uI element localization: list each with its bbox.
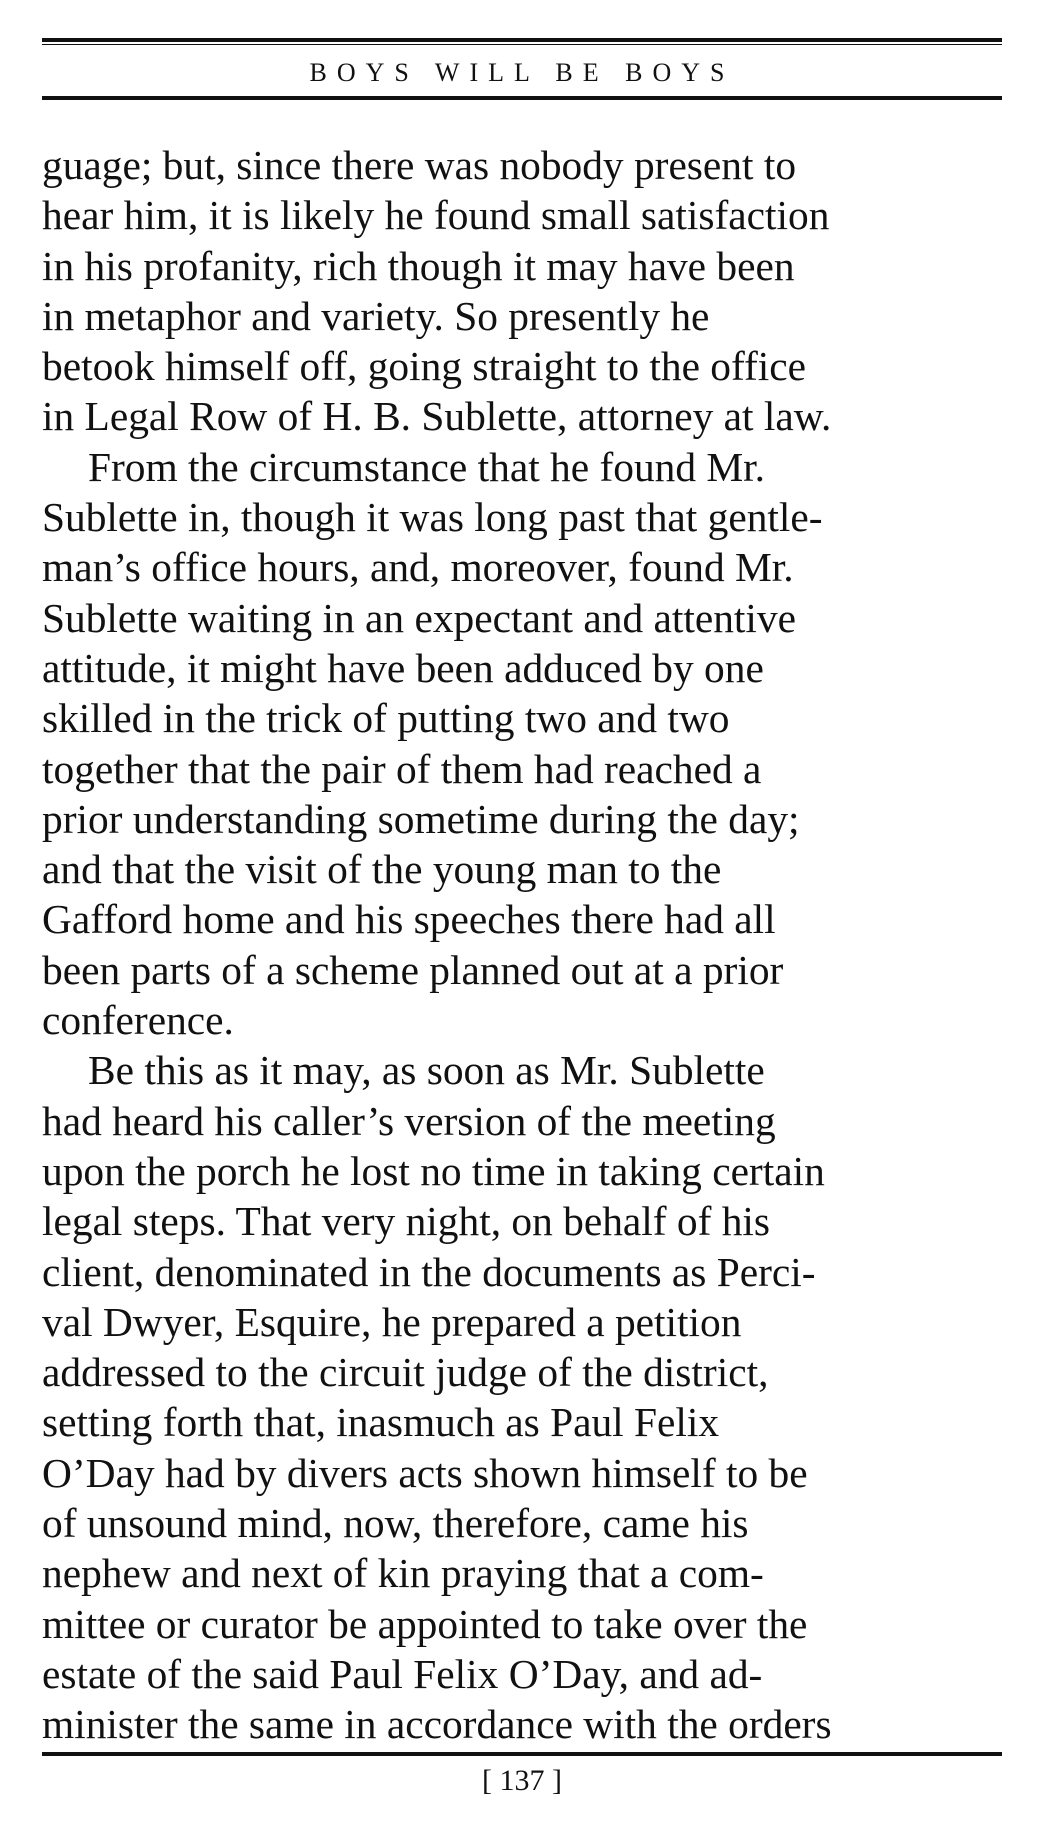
text-line: of unsound mind, now, therefore, came his xyxy=(42,1500,749,1547)
paragraph xyxy=(42,1045,1002,1749)
text-line: prior understanding sometime during the day; xyxy=(42,795,800,842)
text-line: betook himself off, going straight to the office xyxy=(42,343,807,390)
text-line: attitude, it might have been adduced by one xyxy=(42,644,764,691)
text-line: O’Day had by divers acts shown himself to be xyxy=(42,1449,808,1496)
text-line: in metaphor and variety. So presently he xyxy=(42,292,710,339)
text-line: From the circumstance that he found Mr. xyxy=(88,443,766,490)
text-line: had heard his caller’s version of the meeting xyxy=(42,1097,776,1144)
text-line: and that the visit of the young man to the xyxy=(42,846,722,893)
text-line: addressed to the circuit judge of the district, xyxy=(42,1349,769,1396)
header-top-rule-thin xyxy=(42,44,1002,45)
text-line: in his profanity, rich though it may have been xyxy=(42,242,795,289)
text-line: mittee or curator be appointed to take over the xyxy=(42,1600,808,1647)
text-line: client, denominated in the documents as Perci- xyxy=(42,1248,816,1295)
text-line: together that the pair of them had reached a xyxy=(42,745,762,792)
header-bottom-rule xyxy=(42,96,1002,100)
text-line: conference. xyxy=(42,997,234,1044)
text-line: Sublette waiting in an expectant and attentive xyxy=(42,594,796,641)
text-line: in Legal Row of H. B. Sublette, attorney at law. xyxy=(42,393,832,440)
running-head: BOYS WILL BE BOYS xyxy=(309,58,735,87)
text-line: skilled in the trick of putting two and two xyxy=(42,695,730,742)
text-line: Be this as it may, as soon as Mr. Sublette xyxy=(88,1047,765,1094)
body-text xyxy=(42,140,1002,1750)
page-number: [ 137 ] xyxy=(482,1764,562,1797)
text-line: nephew and next of kin praying that a com- xyxy=(42,1550,764,1597)
text-line: legal steps. That very night, on behalf of his xyxy=(42,1198,771,1245)
text-line: been parts of a scheme planned out at a prior xyxy=(42,946,784,993)
footer-rule xyxy=(42,1752,1002,1756)
text-line: guage; but, since there was nobody present to xyxy=(42,142,797,188)
text-line: minister the same in accordance with the orders xyxy=(42,1701,832,1748)
text-line: upon the porch he lost no time in taking certain xyxy=(42,1147,825,1194)
text-line: val Dwyer, Esquire, he prepared a petition xyxy=(42,1298,742,1345)
text-line: Sublette in, though it was long past that gentle- xyxy=(42,494,823,541)
text-line: Gafford home and his speeches there had all xyxy=(42,896,776,943)
text-line: hear him, it is likely he found small satisfaction xyxy=(42,192,830,239)
text-line: man’s office hours, and, moreover, found Mr. xyxy=(42,544,794,591)
paragraph xyxy=(42,140,1002,442)
paragraph xyxy=(42,442,1002,1046)
text-line: estate of the said Paul Felix O’Day, and ad- xyxy=(42,1650,763,1697)
header-top-rule xyxy=(42,38,1002,42)
text-line: setting forth that, inasmuch as Paul Felix xyxy=(42,1399,720,1446)
